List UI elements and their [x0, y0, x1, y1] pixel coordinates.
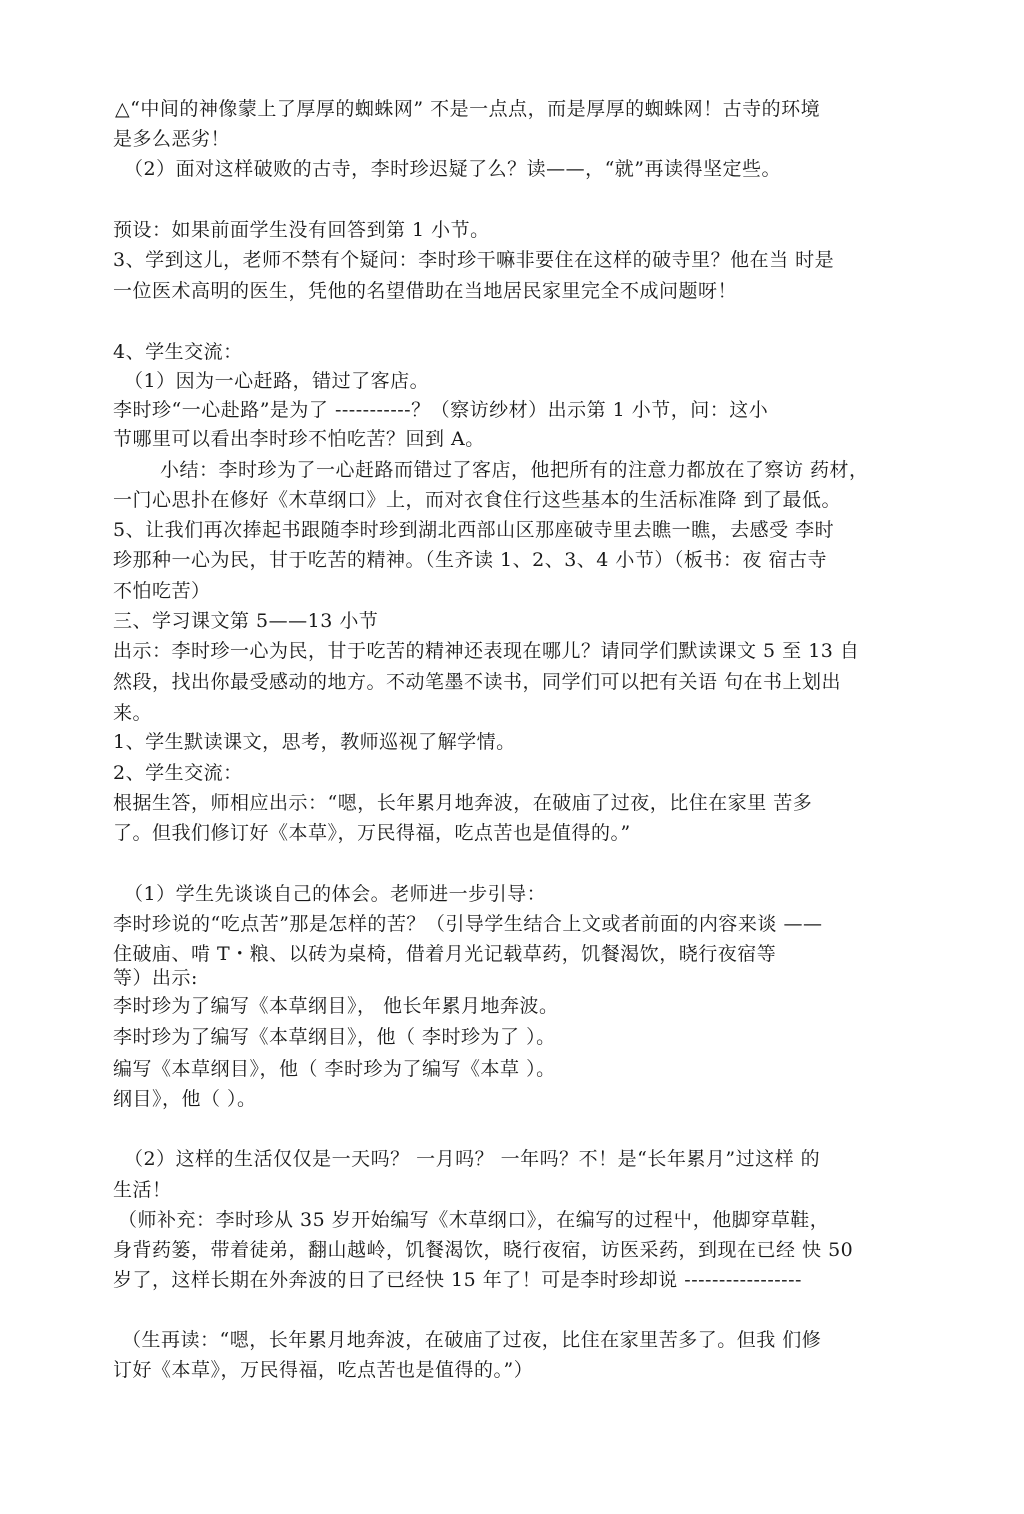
text-line: 2、学生交流：: [113, 762, 243, 784]
text-line: 1、学生默读课文，思考，教师巡视了解学情。: [113, 731, 516, 753]
text-line: 然段，找出你最受感动的地方。不动笔墨不读书，同学们可以把有关语 句在书上划出: [113, 671, 842, 693]
text-line: 李时珍为了编写《本草纲目》， 他长年累月地奔波。: [113, 995, 559, 1017]
text-line: （1）学生先谈谈自己的体会。老师进一步引导：: [124, 883, 547, 905]
text-line: 李时珍为了编写《本草纲目》，他（ 李时珍为了 ）。: [113, 1026, 556, 1048]
text-line: 李时珍“一心赴路”是为了 -----------？（察访纱材）出示第 1 小节，问：这小: [113, 399, 769, 421]
text-line: 住破庙、啃 T・粮、以砖为桌椅，借着月光记载草药，饥餐渴饮，晓行夜宿等: [113, 943, 777, 965]
text-line: 珍那种一心为民，甘于吃苦的精神。（生齐读 1、2、3、4 小节）（板书：夜 宿古寺: [113, 549, 827, 571]
text-line: 订好《本草》，万民得福，吃点苦也是值得的。”）: [113, 1359, 534, 1381]
text-line: 生活！: [113, 1179, 172, 1201]
text-line: 4、学生交流：: [113, 341, 243, 363]
text-line: 根据生答，师相应出示：“嗯，长年累月地奔波，在破庙了过夜，比住在家里 苦多: [113, 792, 813, 814]
text-line: 是多么恶劣！: [113, 128, 231, 150]
text-line: 3、学到这儿，老师不禁有个疑问：李时珍干嘛非要住在这样的破寺里？他在当 时是: [113, 249, 835, 271]
text-line: （2）这样的生活仅仅是一天吗？ 一月吗？ 一年吗？不！是“长年累月”过这样 的: [124, 1148, 821, 1170]
text-line: 节哪里可以看出李时珍不怕吃苦？回到 A。: [113, 428, 485, 450]
text-line: 岁了，这样长期在外奔波的日了已经快 15 年了！可是李时珍却说 -----------------: [113, 1269, 802, 1291]
text-line: （2）面对这样破败的古寺，李时珍迟疑了么？读——，“就”再读得坚定些。: [124, 158, 782, 180]
text-line: 一门心思扑在修好《木草纲口》上，而对衣食住行这些基本的生活标准降 到了最低。: [113, 489, 842, 511]
text-line: 5、让我们再次捧起书跟随李时珍到湖北西部山区那座破寺里去瞧一瞧，去感受 李时: [113, 519, 835, 541]
text-line: 等）出示:: [113, 967, 198, 989]
text-line: 纲目》，他（ ）。: [113, 1088, 257, 1110]
text-line: 李时珍说的“吃点苦”那是怎样的苦？（引导学生结合上文或者前面的内容来谈 ——: [113, 913, 823, 935]
text-line: 不怕吃苦）: [113, 580, 211, 602]
text-line: 三、学习课文第 5——13 小节: [113, 610, 379, 632]
text-line: 身背药篓，带着徒弟，翻山越岭，饥餐渴饮，晓行夜宿，访医采药，到现在已经 快 50: [113, 1239, 854, 1261]
text-line: 预设：如果前面学生没有回答到第 1 小节。: [113, 219, 490, 241]
text-line: （生再读：“嗯，长年累月地奔波，在破庙了过夜，比住在家里苦多了。但我 们修: [122, 1329, 822, 1351]
text-line: △“中间的神像蒙上了厚厚的蜘蛛网” 不是一点点，而是厚厚的蜘蛛网！古寺的环境: [115, 98, 821, 120]
text-line: 了。但我们修订好《本草》，万民得福，吃点苦也是值得的。”: [113, 822, 631, 844]
text-line: 出示：李时珍一心为民，甘于吃苦的精神还表现在哪儿？请同学们默读课文 5 至 13 自: [113, 640, 860, 662]
text-line: 来。: [113, 702, 153, 724]
text-line: （师补充：李时珍从 35 岁开始编写《木草纲口》，在编写的过程屮，他脚穿草鞋，: [118, 1209, 830, 1231]
text-line: 小结：李时珍为了一心赶路而错过了客店，他把所有的注意力都放在了察访 药材，: [160, 459, 869, 481]
text-line: （1）因为一心赶路，错过了客店。: [124, 370, 430, 392]
text-line: 编写《本草纲目》，他（ 李时珍为了编写《本草 ）。: [113, 1058, 556, 1080]
text-line: 一位医术高明的医生，凭他的名望借助在当地居民家里完全不成问题呀！: [113, 280, 738, 302]
